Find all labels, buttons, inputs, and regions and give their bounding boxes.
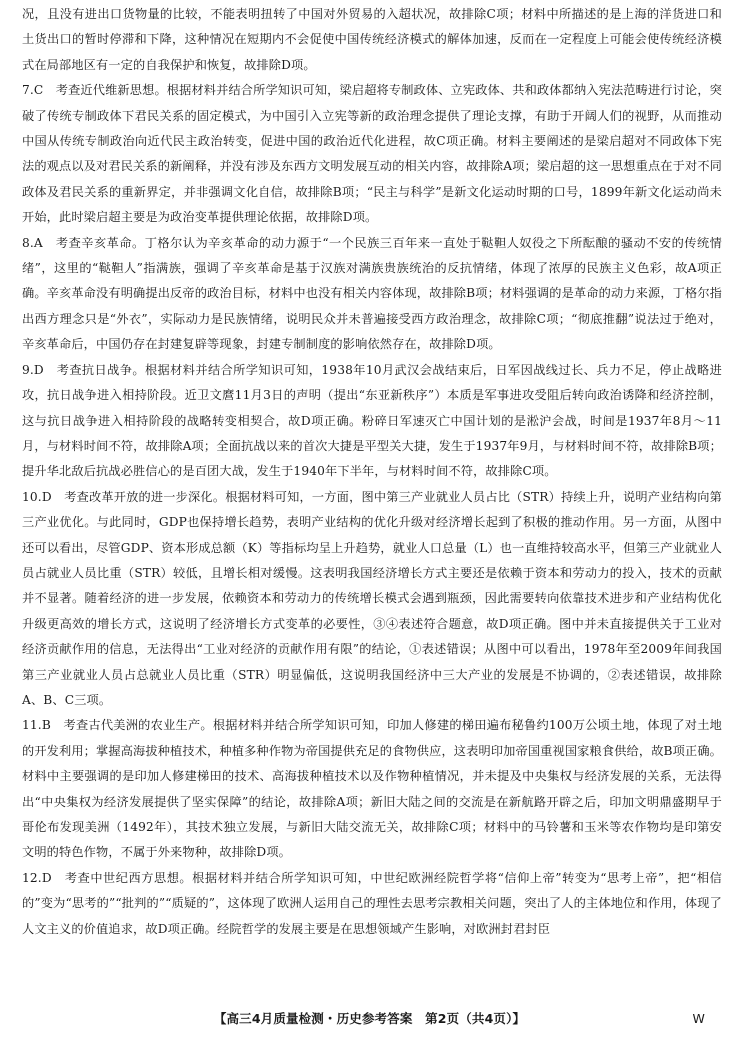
answer-item-11: 11.B 考查古代美洲的农业生产。根据材料并结合所学知识可知，印加人修建的梯田遍布秘鲁约100万公顷土地，体现了对土地的开发利用；掌握高海拔种植技术，种植多种作物为帝国提供充足的食物供应，这表明印加帝国重视国家粮食供给，故B项正确。材料中主要强调的是印加人修建梯田的技术、高海拔种植技术以及作物种植情况，并未提及中央集权与经济发展的关系，无法得出“中央集权为经济发展提供了坚实保障”的结论，故排除A项；新旧大陆之间的交流是在新航路开辟之后，印加文明鼎盛期早于哥伦布发现美洲（1492年），其技术独立发展，与新旧大陆交流无关，故排除C项；材料中的马铃薯和玉米等农作物均是印第安文明的特色作物，不属于外来物种，故排除D项。 bbox=[22, 718, 723, 860]
answer-body bbox=[22, 2, 722, 942]
answer-item-12: 12.D 考查中世纪西方思想。根据材料并结合所学知识可知，中世纪欧洲经院哲学将“信仰上帝”转变为“思考上帝”，把“相信的”变为“思考的”“批判的”“质疑的”，这体现了欧洲人运用自己的理性去思考宗教相关问题，突出了人的主体地位和作用，体现了人文主义的价值追求，故D项正确。经院哲学的发展主要是在思想领域产生影响，对欧洲封君封臣 bbox=[22, 870, 722, 936]
answer-item-8: 8.A 考查辛亥革命。丁格尔认为辛亥革命的动力源于“一个民族三百年来一直处于鞑靼人奴役之下所酝酿的骚动不安的传统情绪”，这里的“鞑靼人”指满族，强调了辛亥革命是基于汉族对满族贵族统治的反抗情绪，体现了浓厚的民族主义色彩，故A项正确。辛亥革命没有明确提出反帝的政治目标，材料中也没有相关内容体现，故排除B项；材料强调的是革命的动力来源，丁格尔指出西方理念只是“外衣”，实际动力是民族情绪，说明民众并未普遍接受西方政治理念，故排除C项；“彻底推翻”说法过于绝对，辛亥革命后，中国仍存在封建复辟等现象，封建专制制度的影响依然存在，故排除D项。 bbox=[22, 235, 723, 352]
paragraph-continued: 况，且没有进出口货物量的比较，不能表明扭转了中国对外贸易的入超状况，故排除C项；材料中所描述的是上海的洋货进口和土货出口的暂时停滞和下降，这种情况在短期内不会促使中国传统经济模式的解体加速，反而在一定程度上可能会使传统经济模式在局部地区有一定的自我保护和恢复，故排除D项。 bbox=[22, 7, 722, 72]
footer-version-mark: W bbox=[692, 1011, 705, 1026]
answer-item-7: 7.C 考查近代维新思想。根据材料并结合所学知识可知，梁启超将专制政体、立宪政体、共和政体都纳入宪法范畴进行讨论，突破了传统专制政体下君民关系的固定模式，为中国引入立宪等新的政治理念提供了理论支撑，有助于开阔人们的视野，从而推动中国从传统专制政治向近代民主政治转变，促进中国的政治近代化进程，故C项正确。材料主要阐述的是梁启超对不同政体下宪法的观点以及对君民关系的新阐释，并没有涉及东西方文明发展互动的相关内容，故排除A项；梁启超的这一思想重点在于对不同政体及君民关系的重新界定，并非强调文化自信，故排除B项；“民主与科学”是新文化运动时期的口号，1899年新文化运动尚未开始，此时梁启超主要是为政治变革提供理论依据，故排除D项。 bbox=[22, 83, 722, 225]
page-footer bbox=[0, 1004, 739, 1028]
answer-item-9: 9.D 考查抗日战争。根据材料并结合所学知识可知，1938年10月武汉会战结束后，日军因战线过长、兵力不足，停止战略进攻，抗日战争进入相持阶段。近卫文麿11月3日的声明（提出“东亚新秩序”）本质是军事进攻受阻后转向政治诱降和经济控制，这与抗日战争进入相持阶段的战略转变相契合，故D项正确。粉碎日军速灭亡中国计划的是淞沪会战，时间是1937年8月～11月，与材料时间不符，故排除A项；全面抗战以来的首次大捷是平型关大捷，发生于1937年9月，与材料时间不符，故排除B项；提升华北敌后抗战必胜信心的是百团大战，发生于1940年下半年，与材料时间不符，故排除C项。 bbox=[22, 362, 722, 479]
footer-title: 【高三4月质量检测・历史参考答案 第2页（共4页）】 bbox=[213, 1011, 526, 1026]
answer-item-10: 10.D 考查改革开放的进一步深化。根据材料可知，一方面，图中第三产业就业人员占比（STR）持续上升，说明产业结构向第三产业优化。与此同时，GDP也保持增长趋势，表明产业结构的优化升级对经济增长起到了积极的推动作用。另一方面，从图中还可以看出，尽管GDP、资本形成总额（K）等指标均呈上升趋势，就业人口总量（L）也一直维持较高水平，但第三产业就业人员占就业人员比重（STR）较低，且增长相对缓慢。这表明我国经济增长方式主要还是依赖于资本和劳动力的投入，技术的贡献并不显著。随着经济的进一步发展，依赖资本和劳动力的传统增长模式会遇到瓶颈，因此需要转向依靠技术进步和产业结构优化升级更高效的增长方式，这说明了经济增长方式变革的必要性，③④表述符合题意，故D项正确。图中并未直接提供关于工业对经济贡献作用的信息，无法得出“工业对经济的贡献作用有限”的结论，①表述错误；从图中可以看出，1978年至2009年间我国第三产业就业人员占总就业人员比重（STR）明显偏低，这说明我国经济中三大产业的发展是不协调的，②表述错误，故排除A、B、C三项。 bbox=[22, 489, 722, 707]
